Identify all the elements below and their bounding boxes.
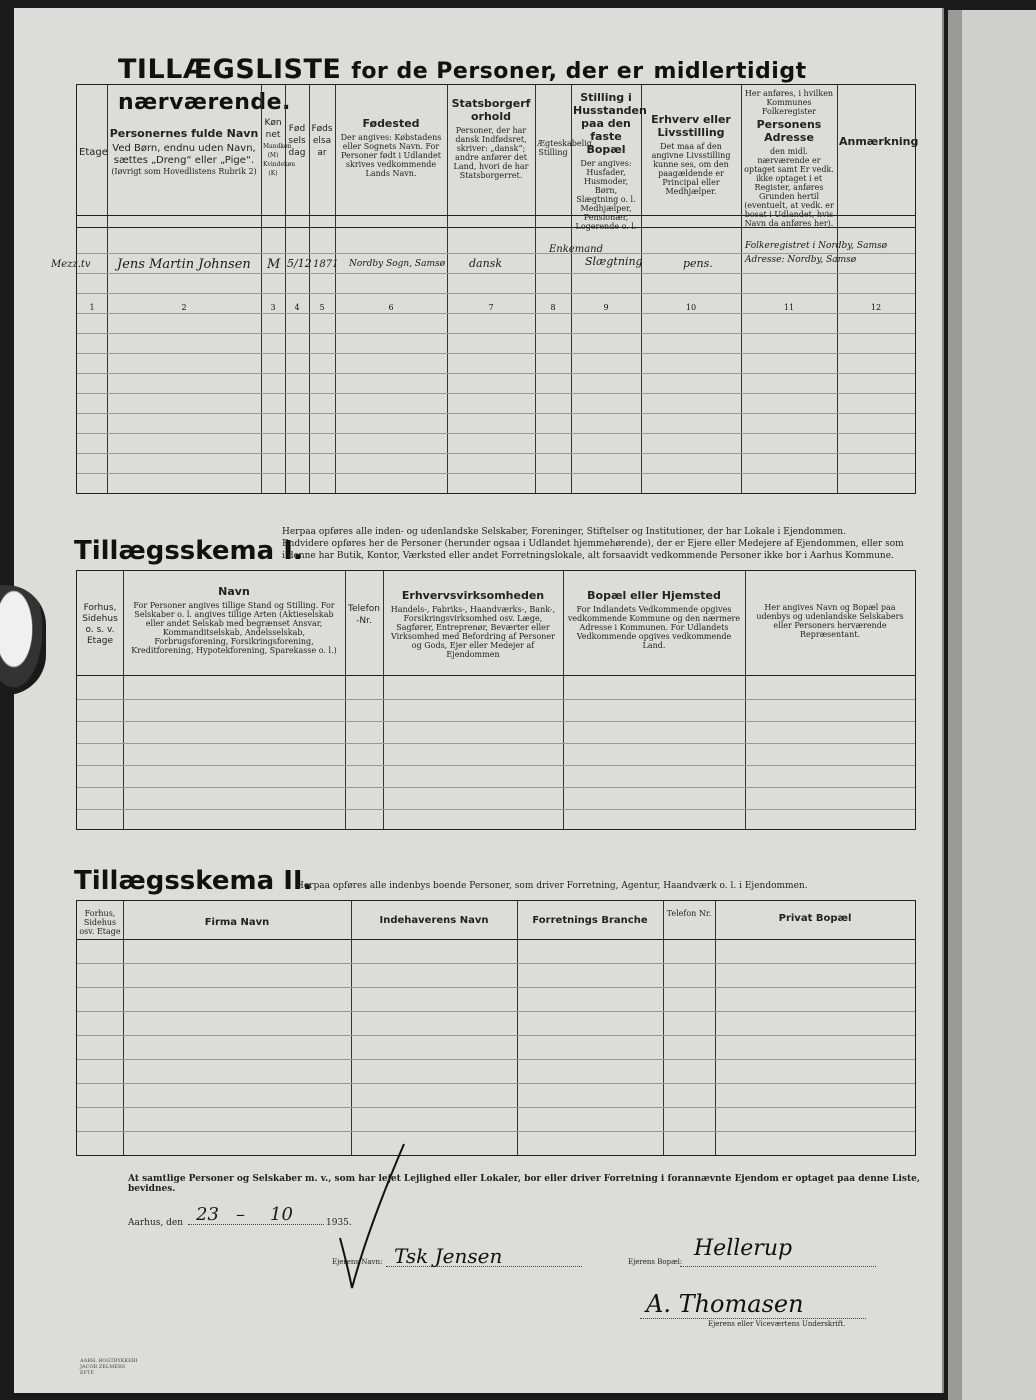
title-bold-text: midlertidigt nærværende. bbox=[118, 59, 807, 115]
header-erhverv: Erhverv eller Livsstilling Det maa af den angivne Livsstilling kunne ses, om den paagældende er Principal eller Medhjælper. bbox=[651, 113, 731, 196]
row1-navn: Jens Martin Johnsen bbox=[117, 257, 251, 272]
col-number: 2 bbox=[181, 303, 187, 312]
header-aegteskab: Ægteskabelig Stilling bbox=[537, 139, 592, 157]
header-foedselsaar: Fødselsaar bbox=[311, 124, 333, 158]
viceværtens-label: Ejerens eller Viceværtens Underskrift. bbox=[708, 1320, 846, 1328]
header-navn: Personernes fulde Navn Ved Børn, endnu uden Navn, sættes „Dreng“ eller „Pige“. (Iøvrigt som Hovedlistens Rubrik 2) bbox=[109, 127, 259, 176]
census-page bbox=[14, 8, 944, 1393]
skema2-title: Tillægsskema II. bbox=[74, 866, 313, 896]
col-number: 1 bbox=[89, 303, 95, 312]
row1-adresse1: Folkeregistret i Nordby, Samsø bbox=[745, 241, 888, 251]
header-foedested: Fødested Der angives: Købstadens eller Sognets Navn. For Personer født i Udlandet skrives vedkommende Lands Navn. bbox=[340, 117, 442, 178]
header-koen: Kønnet Mandkøn (M) Kvindekøn (K) bbox=[263, 118, 296, 177]
col-number: 6 bbox=[388, 303, 394, 312]
row1-statsborger: dansk bbox=[469, 257, 502, 270]
skema1-title: Tillægsskema I. bbox=[74, 536, 303, 566]
col-number: 4 bbox=[294, 303, 300, 312]
skema1-h-bopael: Bopæl eller Hjemsted For Indlandets Vedkommende opgives vedkommende Kommune og den nærmere Adresse i Kommunen. For Udlandets Vedkommende opgives vedkommende Land. bbox=[567, 589, 741, 650]
skema2-h-telefon: Telefon Nr. bbox=[666, 909, 712, 918]
row1-stilling: Slægtning bbox=[585, 255, 643, 268]
skema1-table bbox=[76, 570, 916, 830]
row1-koen: M bbox=[267, 257, 281, 272]
row1-adresse2: Adresse: Nordby, Samsø bbox=[745, 255, 857, 265]
col-number: 5 bbox=[319, 303, 325, 312]
header-adresse: Her anføres, i hvilken Kommunes Folkeregister Personens Adresse den midl. nærværende er optaget samt Er vedk. ikke optaget i et Register, anføres Grunden hertil (eventuelt, at vedk. er bosat i Udlandet, hvis Navn da anføres her). bbox=[744, 89, 834, 228]
row1-erhverv: pens. bbox=[683, 257, 713, 270]
col-number: 7 bbox=[488, 303, 494, 312]
title-sub-text: for de Personer, der er bbox=[351, 59, 644, 84]
skema2-table bbox=[76, 900, 916, 1156]
footer-date-dash: – bbox=[236, 1204, 245, 1225]
col-number: 12 bbox=[870, 303, 882, 312]
col-number: 9 bbox=[603, 303, 609, 312]
col-number: 3 bbox=[270, 303, 276, 312]
skema2-h-bopael: Privat Bopæl bbox=[778, 913, 852, 924]
header-stilling: Stilling i Husstanden paa den faste Bopæl Der angives: Husfader, Husmoder, Børn, Slægtning o. l. Medhjælper, Pensionær, Logerende o. l. bbox=[573, 91, 647, 231]
skema1-h-telefon: Telefon-Nr. bbox=[348, 604, 380, 626]
skema1-desc-line1: Herpaa opføres alle inden- og udenlandske Selskaber, Foreninger, Stiftelser og Institutioner, der har Lokale i Ejendommen. bbox=[282, 527, 846, 537]
skema1-h-repr: Her angives Navn og Bopæl paa udenbys og udenlandske Selskabers eller Personers herværende Repræsentant. bbox=[756, 603, 904, 639]
row1-foedselsdag: 5/12 bbox=[287, 257, 312, 270]
viceværtens-signature: A. Thomasen bbox=[646, 1290, 804, 1318]
row1-aegteskab: Enkemand bbox=[549, 244, 604, 255]
row1-foedested: Nordby Sogn, Samsø bbox=[349, 259, 446, 269]
col-number: 10 bbox=[685, 303, 697, 312]
skema2-h-etage: Forhus, Sidehus osv. Etage bbox=[79, 909, 121, 936]
skema1-desc bbox=[282, 526, 922, 562]
owner-address-signature: Hellerup bbox=[694, 1236, 793, 1261]
skema1-h-erhverv: Erhvervsvirksomheden Handels-, Fabriks-, Haandværks-, Bank-, Forsikringsvirksomhed osv. Læge, Sagfører, Entreprenør, Beværter eller Virksomhed med Befordring af Personer og Gods, Ejer eller Medejer af Ejendommen bbox=[390, 589, 556, 659]
skema2-h-firma: Firma Navn bbox=[204, 917, 270, 928]
header-anmaerkning: Anmærkning bbox=[839, 135, 919, 148]
col-number: 11 bbox=[783, 303, 795, 312]
check-stroke-mark bbox=[338, 1138, 418, 1298]
adjacent-page-edge bbox=[948, 10, 1036, 1400]
footer-year: 1935. bbox=[326, 1218, 352, 1228]
skema1-desc-line2: Endvidere opføres her de Personer (herunder ogsaa i Udlandet hjemmehørende), der er Ejere eller Medejere af Ejendommen, eller som bbox=[282, 539, 904, 549]
skema1-desc-line3: i denne har Butik, Kontor, Værksted eller andet Forretningslokale, alt forsaavidt vedkommende Personer ikke bor i Aarhus Kommune. bbox=[282, 551, 894, 561]
title-main-text: TILLÆGSLISTE bbox=[118, 54, 342, 85]
skema2-h-indehaver: Indehaverens Navn bbox=[379, 915, 489, 926]
footer-statement: At samtlige Personer og Selskaber m. v., som har lejet Lejlighed eller Lokaler, bor eller driver Forretning i forannævnte Ejendom er optaget paa denne Liste, bevidnes. bbox=[128, 1174, 920, 1194]
owner-name-label: Ejerens Navn: bbox=[332, 1258, 383, 1266]
col-number: 8 bbox=[550, 303, 556, 312]
footer-date-month: 10 bbox=[270, 1204, 293, 1225]
printer-mark: AARH. BOGTRYKKERI JACOB ZELMERS EFTF. bbox=[80, 1358, 138, 1376]
skema2-h-branche: Forretnings Branche bbox=[532, 915, 648, 926]
skema2-desc: Herpaa opføres alle indenbys boende Personer, som driver Forretning, Agentur, Haandværk o. l. i Ejendommen. bbox=[296, 881, 808, 891]
owner-name-signature: Tsk Jensen bbox=[394, 1244, 503, 1268]
footer-place: Aarhus, den bbox=[128, 1218, 183, 1228]
row1-foedselsaar: 1871 bbox=[313, 259, 339, 270]
skema1-h-etage: Forhus, Sidehus o. s. v. Etage bbox=[82, 603, 118, 646]
footer-date-day: 23 bbox=[196, 1204, 219, 1225]
header-etage: Etage bbox=[79, 147, 108, 158]
skema1-h-navn: Navn For Personer angives tillige Stand og Stilling. For Selskaber o. l. angives tillige Arten (Aktieselskab eller andet Selskab med begrænset Ansvar, Kommanditselskab, Andelsselskab, Forbrugsforening, Forsikringsforening, Kreditforening, Hypotekforening, Sparekasse o. l.) bbox=[131, 585, 337, 655]
owner-address-label: Ejerens Bopæl: bbox=[628, 1258, 683, 1266]
main-table bbox=[51, 84, 919, 494]
header-statsborger: Statsborgerforhold Personer, der har dansk Indfødsret, skriver: „dansk“; andre anfører det Land, hvori de har Statsborgerret. bbox=[451, 97, 531, 180]
row1-etage: Mezz.tv bbox=[51, 259, 91, 270]
header-foedselsdag: Fødselsdag bbox=[288, 124, 306, 158]
